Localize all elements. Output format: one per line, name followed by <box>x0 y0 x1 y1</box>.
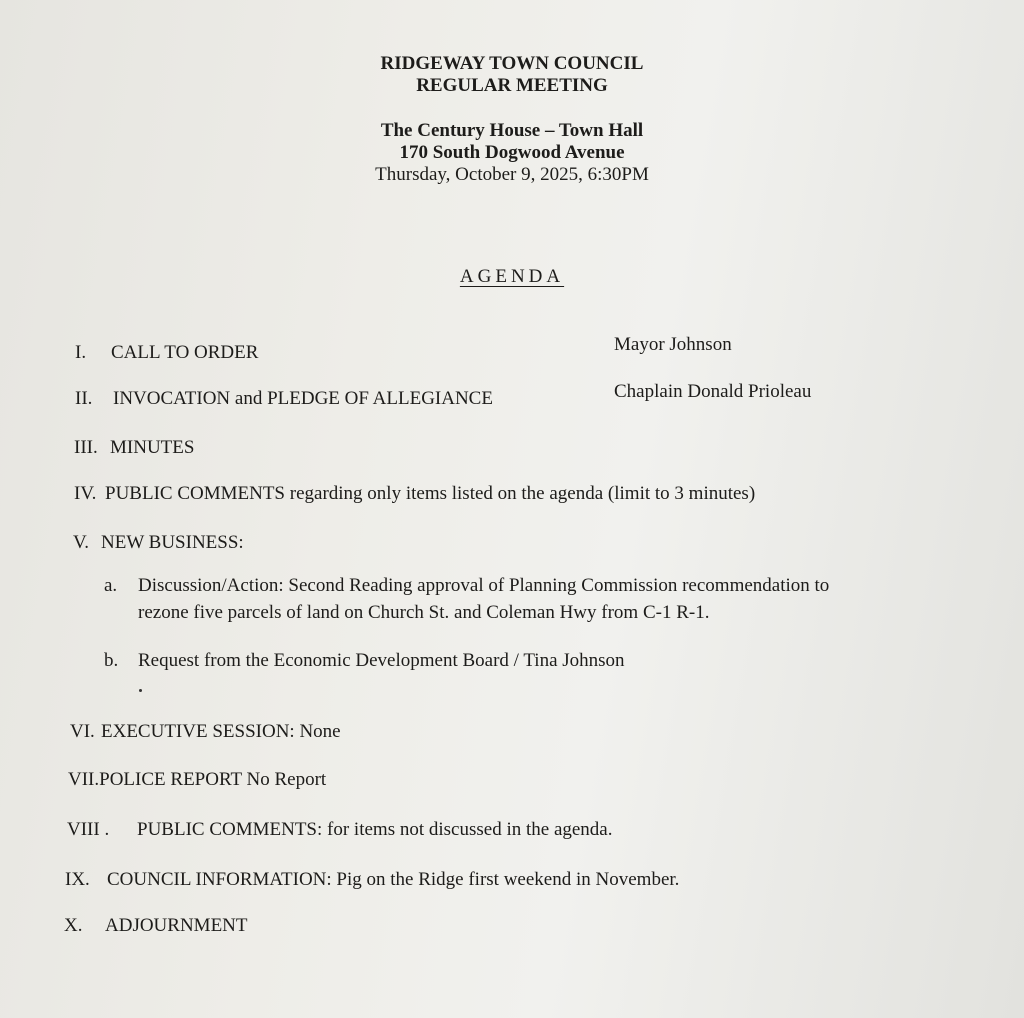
agenda-item-council-information <box>65 868 679 892</box>
meeting-datetime: Thursday, October 9, 2025, 6:30PM <box>375 164 649 185</box>
agenda-item-call-to-order <box>75 341 258 365</box>
agenda-item-minutes <box>74 436 194 460</box>
item-number: VI. <box>70 721 95 742</box>
header-title-block <box>0 53 1024 97</box>
agenda-item-invocation <box>75 387 493 411</box>
header-location-block <box>0 120 1024 186</box>
presenter-chaplain: Chaplain Donald Prioleau <box>614 381 812 402</box>
item-text: ADJOURNMENT <box>105 915 248 936</box>
agenda-item-public-comments <box>74 482 755 506</box>
sub-item-letter: b. <box>104 650 119 671</box>
stray-mark <box>139 689 142 692</box>
agenda-item-new-business <box>73 531 244 555</box>
item-number: V. <box>73 532 90 553</box>
sub-item-text-line2: rezone five parcels of land on Church St. and Coleman Hwy from C-1 R-1. <box>138 602 710 623</box>
agenda-item-public-comments-general <box>67 818 613 842</box>
item-number: II. <box>75 388 93 409</box>
item-text: CALL TO ORDER <box>111 342 259 363</box>
item-number: VII. <box>68 769 100 790</box>
item-text: PUBLIC COMMENTS regarding only items listed on the agenda (limit to 3 minutes) <box>105 483 756 504</box>
item-number: IX. <box>65 869 90 890</box>
item-text: EXECUTIVE SESSION: None <box>101 721 341 742</box>
item-number: III. <box>74 437 98 458</box>
item-text: POLICE REPORT No Report <box>99 769 327 790</box>
item-text: MINUTES <box>110 437 195 458</box>
item-text: NEW BUSINESS: <box>101 532 244 553</box>
item-number: VIII . <box>67 819 110 840</box>
item-text: COUNCIL INFORMATION: Pig on the Ridge first weekend in November. <box>107 869 680 890</box>
agenda-item-adjournment <box>64 914 248 938</box>
sub-item-letter: a. <box>104 575 118 596</box>
sub-item-text-line1: Discussion/Action: Second Reading approval of Planning Commission recommendation to <box>138 575 830 596</box>
council-name: RIDGEWAY TOWN COUNCIL <box>380 53 644 74</box>
meeting-type: REGULAR MEETING <box>416 75 608 96</box>
item-number: X. <box>64 915 83 936</box>
item-number: I. <box>75 342 87 363</box>
agenda-item-police-report <box>68 768 326 792</box>
venue: The Century House – Town Hall <box>380 120 644 141</box>
agenda-item-executive-session <box>70 720 341 744</box>
item-text: PUBLIC COMMENTS: for items not discussed in the agenda. <box>137 819 613 840</box>
address: 170 South Dogwood Avenue <box>399 142 625 163</box>
item-text: INVOCATION and PLEDGE OF ALLEGIANCE <box>113 388 493 409</box>
item-number: IV. <box>74 483 97 504</box>
presenter-mayor: Mayor Johnson <box>614 334 732 355</box>
sub-item-text: Request from the Economic Development Board / Tina Johnson <box>138 650 625 671</box>
agenda-heading: AGENDA <box>459 266 565 287</box>
